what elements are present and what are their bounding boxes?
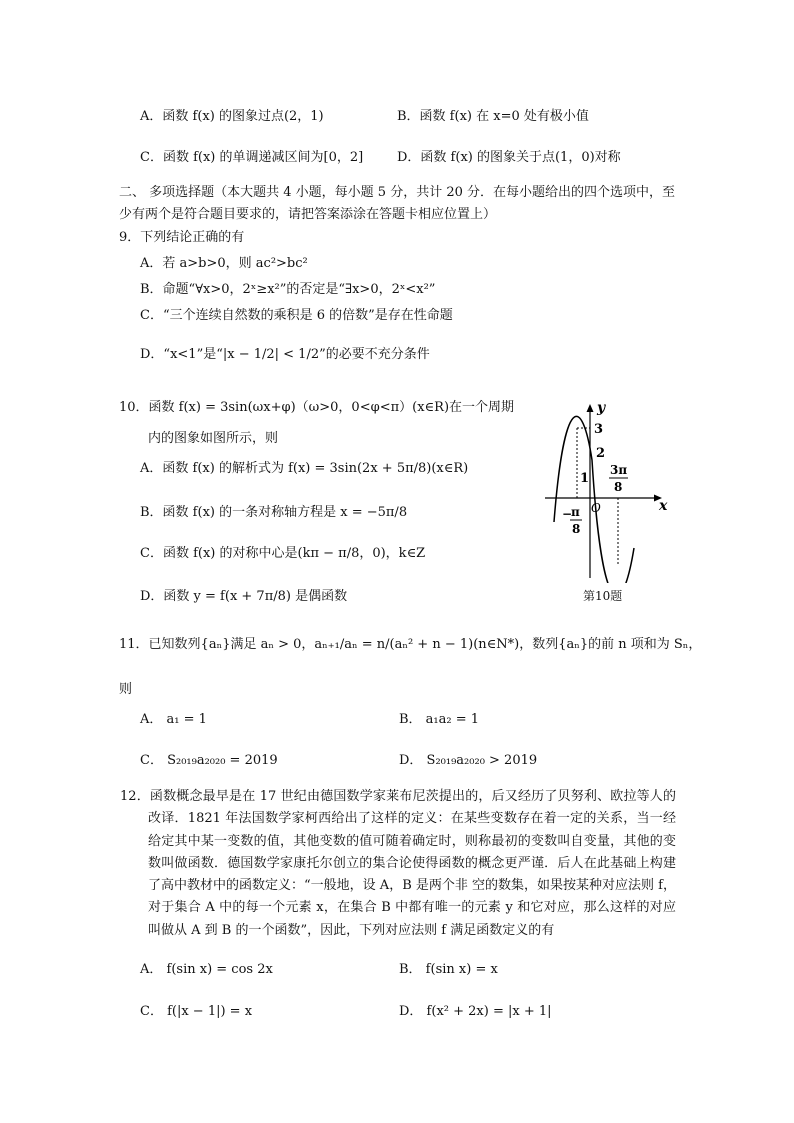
q12-option-d: D． f(x² + 2x) = |x + 1| bbox=[399, 1004, 552, 1019]
q10-figure-caption: 第10题 bbox=[583, 589, 623, 603]
q12-option-c: C． f(|x − 1|) = x bbox=[140, 1004, 253, 1019]
q12-text: 函数概念最早是在 17 世纪由德国数学家莱布尼茨提出的，后又经历了贝努利、欧拉等人的改译．1821 年法国数学家柯西给出了这样的定义：在某些变数存在着一定的关系，当一经给定其中某一变数的值，其他变数的值可随着确定时，则称最初的变数叫自变量，其他的变数叫做函数．德国数学家康托尔创立的集合论使得函数的概念更严谨．后人在此基础上构建了高中教材中的函数定义：“一般地，设 A，B 是两个非 空的数集，如果按某种对应法则 f，对于集合 A 中的每一个元素 x，在集合 B 中都有唯一的元素 y 和它对应，那么这样的对应叫做从 A 到 B 的一个函数”，因此，下列对应法则 f 满足函数定义的有 bbox=[148, 789, 676, 938]
q11-option-a: A． a₁ = 1 bbox=[140, 712, 207, 727]
q10-stem-line2: 内的图象如图所示，则 bbox=[148, 431, 279, 446]
q8-option-c: C．函数 f(x) 的单调递减区间为[0，2] bbox=[140, 150, 364, 165]
q12-option-a: A． f(sin x) = cos 2x bbox=[140, 962, 273, 977]
y-axis-arrow bbox=[587, 404, 594, 412]
q8-option-a: A．函数 f(x) 的图象过点(2，1) bbox=[140, 109, 324, 124]
q11-option-b: B． a₁a₂ = 1 bbox=[399, 712, 480, 727]
tick-1: 1 bbox=[580, 471, 590, 486]
tick-3: 3 bbox=[594, 422, 604, 437]
three-pi8-denominator: 8 bbox=[614, 480, 623, 494]
neg-pi8-numerator: π bbox=[571, 505, 580, 519]
q10-option-a: A．函数 f(x) 的解析式为 f(x) = 3sin(2x + 5π/8)(x∈R) bbox=[140, 461, 469, 476]
q11-stem-line2: 则 bbox=[119, 682, 133, 697]
origin-label: O bbox=[591, 501, 601, 515]
q11-option-d: D． S₂₀₁₉a₂₀₂₀ > 2019 bbox=[399, 753, 538, 768]
q9-option-c: C．“三个连续自然数的乘积是 6 的倍数”是存在性命题 bbox=[140, 308, 453, 323]
q10-option-c: C．函数 f(x) 的对称中心是(kπ − π/8，0)，k∈Z bbox=[140, 546, 426, 561]
q12-paragraph bbox=[120, 786, 676, 942]
tick-2: 2 bbox=[596, 446, 606, 461]
q12-option-b: B． f(sin x) = x bbox=[399, 962, 498, 977]
q10-stem-line1: 10．函数 f(x) = 3sin(ωx+φ)（ω>0，0<φ<π）(x∈R)在一个周期 bbox=[119, 400, 515, 415]
q11-stem-line1: 11．已知数列{aₙ}满足 aₙ > 0，aₙ₊₁/aₙ = n/(aₙ² + n − 1)(n∈N*)，数列{aₙ}的前 n 项和为 Sₙ， bbox=[119, 637, 702, 652]
q12-number: 12． bbox=[120, 789, 150, 804]
q9-option-d: D．“x<1”是“|x − 1/2| < 1/2”的必要不充分条件 bbox=[140, 347, 430, 362]
neg-pi8-denominator: 8 bbox=[572, 522, 581, 536]
neg-sign: − bbox=[562, 507, 573, 521]
y-axis-label: y bbox=[597, 400, 606, 416]
q8-option-b: B．函数 f(x) 在 x=0 处有极小值 bbox=[397, 109, 589, 124]
q9-option-b: B．命题“∀x>0，2ˣ≥x²”的否定是“∃x>0，2ˣ<x²” bbox=[140, 282, 436, 297]
q10-option-d: D．函数 y = f(x + 7π/8) 是偶函数 bbox=[140, 589, 348, 604]
three-pi8-numerator: 3π bbox=[610, 463, 628, 477]
q10-sine-graph bbox=[540, 398, 670, 583]
q10-option-b: B．函数 f(x) 的一条对称轴方程是 x = −5π/8 bbox=[140, 505, 408, 520]
q11-option-c: C． S₂₀₁₉a₂₀₂₀ = 2019 bbox=[140, 753, 278, 768]
sine-curve bbox=[554, 416, 634, 583]
q8-option-d: D．函数 f(x) 的图象关于点(1，0)对称 bbox=[397, 150, 621, 165]
q9-option-a: A．若 a>b>0，则 ac²>bc² bbox=[140, 256, 308, 271]
x-axis-label: x bbox=[659, 498, 668, 514]
q9-stem: 9．下列结论正确的有 bbox=[119, 230, 245, 245]
section-2-heading: 二、 多项选择题（本大题共 4 小题，每小题 5 分，共计 20 分．在每小题给出的四个选项中，至少有两个是符合题目要求的，请把答案添涂在答题卡相应位置上） bbox=[119, 185, 676, 222]
